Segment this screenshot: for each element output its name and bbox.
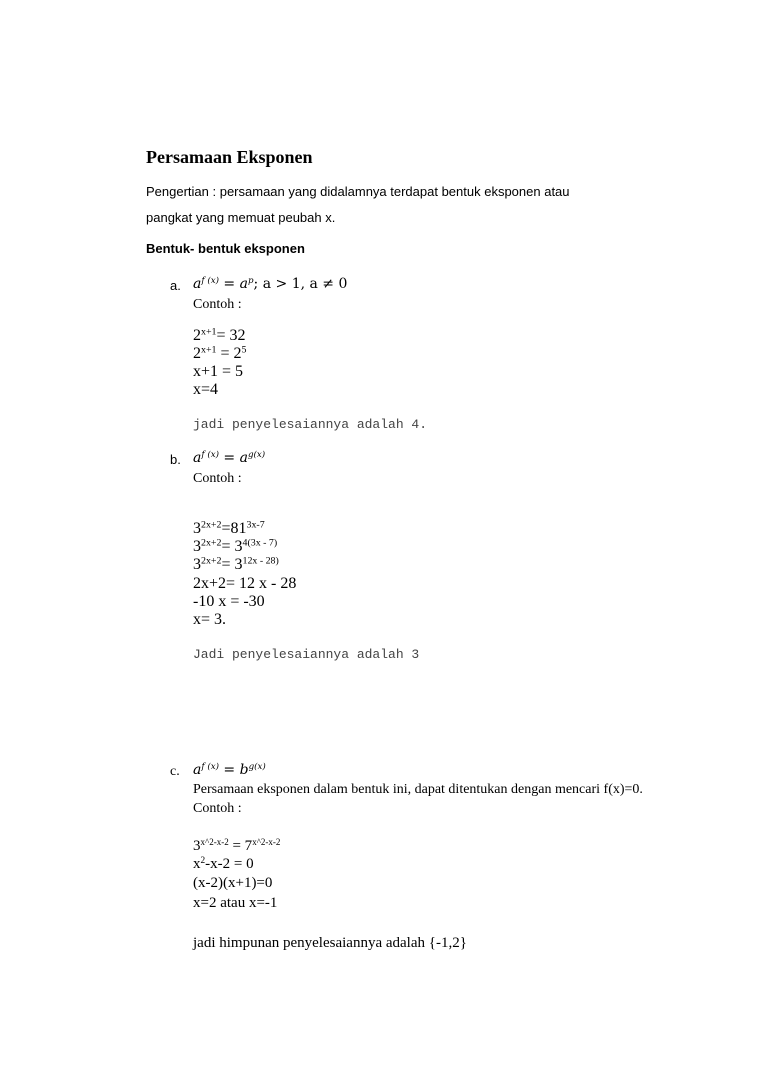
- item-b-step-1: $3^{2x+2}=81^{3x-7}$: [193, 519, 265, 537]
- item-c-example-label: Contoh :: [193, 801, 242, 816]
- item-a-step-4: x=4: [193, 381, 219, 398]
- item-a-conclusion: jadi penyelesaiannya adalah 4.: [193, 417, 428, 432]
- item-c-step-4: x=2 atau x=-1: [193, 895, 278, 911]
- item-c-step-1: $3^{x\^{}2-x-2} = 7^{x\^{}2-x-2}$: [193, 837, 281, 854]
- item-c-step-2: $x^2-x-2 = 0$: [193, 855, 254, 872]
- item-b-formula: $a^{f (x)} = a^{g(x)}$: [193, 450, 266, 466]
- item-b-example-label: Contoh :: [193, 471, 242, 486]
- item-c-formula: $a^{f (x)} = b^{g(x)}$: [193, 762, 266, 778]
- item-a-condition: ; a > 1, a ≠ 0: [253, 276, 348, 292]
- section-heading: Bentuk- bentuk eksponen: [146, 241, 305, 256]
- item-c-conclusion: jadi himpunan penyelesaiannya adalah {-1,2}: [193, 935, 467, 951]
- item-b-step-4: 2x+2= 12 x - 28: [193, 575, 297, 592]
- item-b-step-6: x= 3.: [193, 611, 227, 628]
- item-c-description: Persamaan eksponen dalam bentuk ini, dapat ditentukan dengan mencari f(x)=0.: [193, 782, 643, 797]
- item-b-marker: b.: [170, 452, 181, 467]
- definition-line-1: Pengertian : persamaan yang didalamnya terdapat bentuk eksponen atau: [146, 184, 570, 199]
- item-a-step-2: $2^{x+1} = 2^5$: [193, 344, 247, 362]
- definition-line-2: pangkat yang memuat peubah x.: [146, 210, 336, 225]
- item-a-step-3: x+1 = 5: [193, 363, 244, 380]
- item-c-marker: c.: [170, 764, 180, 779]
- item-a-formula: $a^{f (x)} = a^p$; a > 1, a ≠ 0: [193, 276, 348, 292]
- item-b-step-2: $3^{2x+2}= 3^{4(3x - 7)}$: [193, 537, 278, 555]
- item-a-marker: a.: [170, 278, 181, 293]
- item-b-step-5: -10 x = -30: [193, 593, 265, 610]
- item-c-step-3: (x-2)(x+1)=0: [193, 875, 273, 891]
- item-a-example-label: Contoh :: [193, 297, 242, 312]
- item-b-step-3: $3^{2x+2}= 3^{12x - 28)}$: [193, 555, 279, 573]
- page-title: Persamaan Eksponen: [146, 147, 313, 167]
- item-a-step-1: $2^{x+1}= 32$: [193, 326, 246, 344]
- item-b-conclusion: Jadi penyelesaiannya adalah 3: [193, 647, 420, 662]
